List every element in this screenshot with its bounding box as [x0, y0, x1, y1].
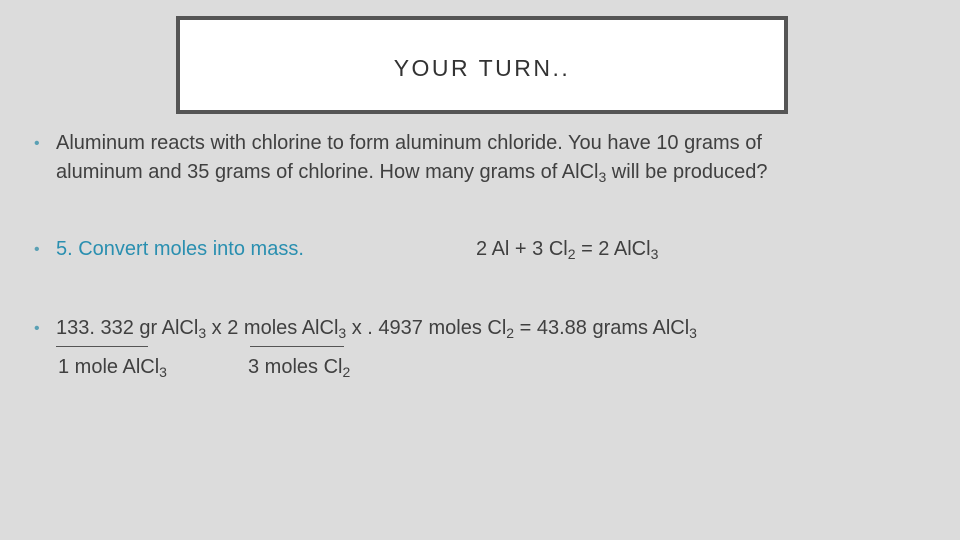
- bullet-1-subscript: 3: [598, 169, 607, 185]
- calc-part-2: x 2 moles AlCl: [206, 317, 339, 339]
- calc-part-1: 133. 332 gr AlCl: [56, 317, 199, 339]
- denominator-2-sub: 2: [342, 364, 351, 380]
- bullet-1-text-line-2a: aluminum and 35 grams of chlorine. How many grams of AlCl: [56, 161, 599, 183]
- bullet-2-text: 5. Convert moles into mass.: [56, 238, 304, 260]
- slide-title: YOUR TURN..: [393, 54, 571, 81]
- bullet-1-line-1: [56, 131, 762, 155]
- equation-sub-2: 3: [650, 246, 659, 262]
- calc-sub-2: 3: [338, 325, 347, 341]
- equation-sub-1: 2: [567, 246, 576, 262]
- equation-part-2: = 2 AlCl: [575, 238, 651, 260]
- calc-part-3: x . 4937 moles Cl: [346, 317, 507, 339]
- denominator-1-sub: 3: [159, 364, 167, 380]
- bullet-dot-1: •: [34, 135, 40, 152]
- bullet-1-text-line-1: Aluminum reacts with chlorine to form aluminum chloride. You have 10 grams of: [56, 132, 762, 154]
- equation-part-1: 2 Al + 3 Cl: [476, 238, 568, 260]
- calc-sub-4: 3: [689, 325, 697, 341]
- denominator-1: [58, 355, 167, 379]
- calc-sub-3: 2: [506, 325, 515, 341]
- fraction-bar-2: [250, 346, 344, 347]
- bullet-dot-3: •: [34, 320, 40, 337]
- calc-sub-1: 3: [198, 325, 207, 341]
- denominator-2-text: 3 moles Cl: [248, 356, 343, 378]
- calc-part-4: = 43.88 grams AlCl: [514, 317, 690, 339]
- bullet-dot-2: •: [34, 241, 40, 258]
- bullet-1-text-line-2b: will be produced?: [606, 161, 768, 183]
- denominator-2: [248, 355, 350, 379]
- title-box: [176, 16, 788, 114]
- fraction-bar-1: [56, 346, 148, 347]
- bullet-1-line-2: [56, 160, 767, 184]
- bullet-2-line: [56, 237, 304, 261]
- balanced-equation: [476, 237, 658, 261]
- denominator-1-text: 1 mole AlCl: [58, 356, 160, 378]
- bullet-3-line: [56, 316, 697, 340]
